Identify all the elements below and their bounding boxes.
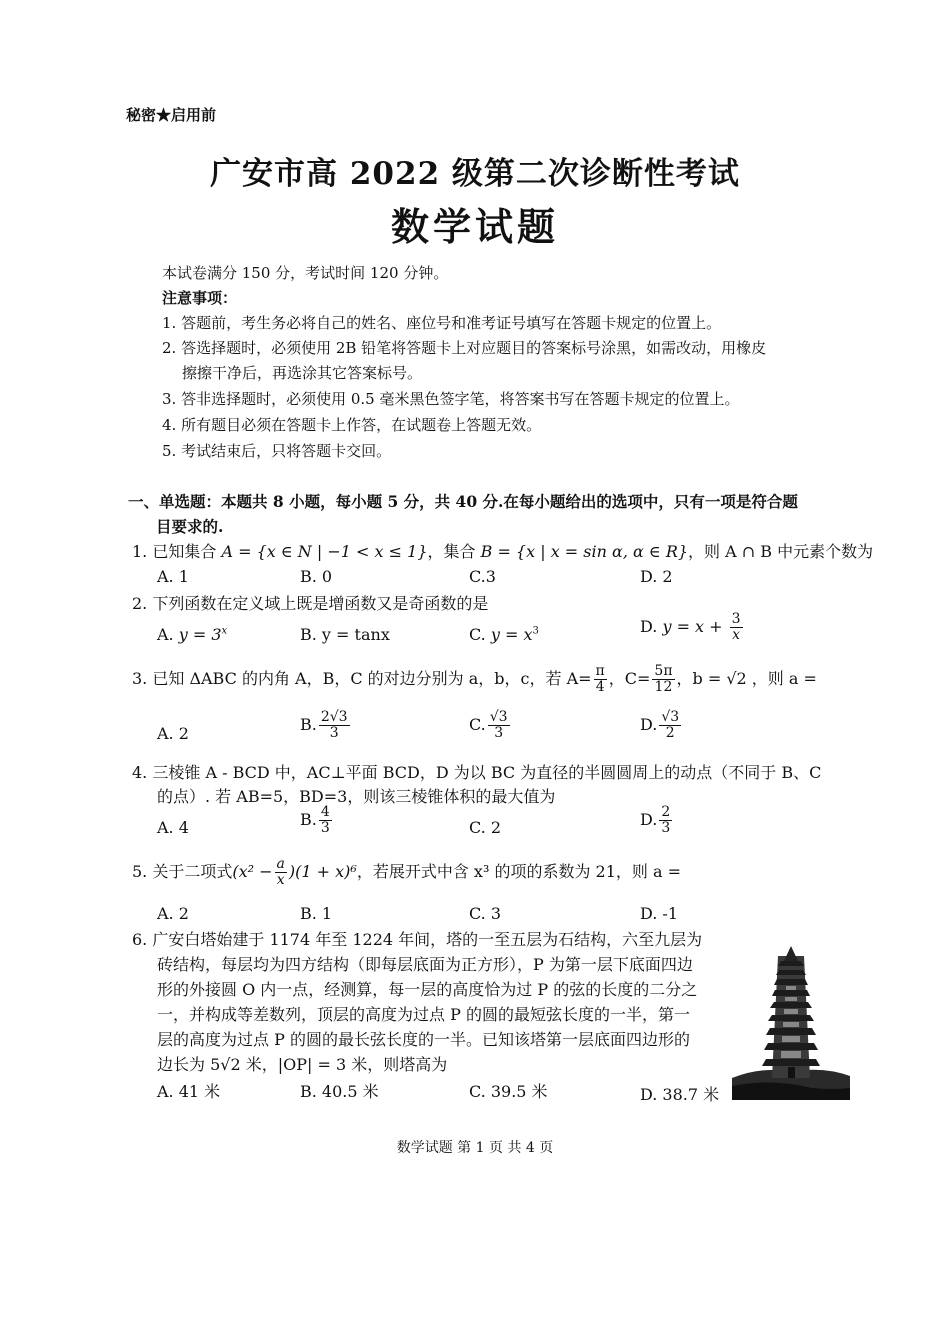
q5-option-c: C. 3 <box>469 904 502 923</box>
question-6-line-4: 一，并构成等差数列，顶层的高度为过点 P 的圆的最短弦长度的一半，第一 <box>157 1005 690 1024</box>
q5-option-b: B. 1 <box>300 904 333 923</box>
confidential-label: 秘密★启用前 <box>126 106 217 124</box>
note-2: 2. 答选择题时，必须使用 2B 铅笔将答题卡上对应题目的答案标号涂黑，如需改动，用橡皮 <box>162 339 767 357</box>
subject-title: 数学试题 <box>390 204 559 249</box>
q1-option-c: C.3 <box>469 567 496 586</box>
q2-option-d: D. y = x + $\frac{3}{x}$ <box>640 611 741 643</box>
exam-intro: 本试卷满分 150 分，考试时间 120 分钟。 <box>162 264 449 282</box>
pagoda-photo <box>732 938 850 1100</box>
note-4: 4. 所有题目必须在答题卡上作答，在试题卷上答题无效。 <box>162 416 542 434</box>
question-2: 2. 下列函数在定义域上既是增函数又是奇函数的是 <box>132 594 489 613</box>
q4-option-b: B. $\frac{4}{3}$ <box>300 804 330 836</box>
note-1: 1. 答题前，考生务必将自己的姓名、座位号和准考证号填写在答题卡规定的位置上。 <box>162 314 722 332</box>
q3-option-b: B. $\frac{2√3}{3}$ <box>300 709 348 741</box>
question-4: 4. 三棱锥 A - BCD 中，AC⊥平面 BCD，D 为以 BC 为直径的半圆圆周上的动点（不同于 B、C <box>132 763 822 782</box>
q6-option-d: D. 38.7 米 <box>640 1085 720 1104</box>
q2-d-fraction: $\frac{3}{x}$ <box>731 611 741 643</box>
page-footer: 数学试题 第 1 页 共 4 页 <box>396 1140 554 1156</box>
question-5: 5. 关于二项式(x² − $\frac{a}{x}$ )(1 + x)⁶，若展开式中含 x³ 的项的系数为 21，则 a = <box>132 856 682 888</box>
notes-title: 注意事项： <box>162 289 238 307</box>
question-6-line-2: 砖结构，每层均为四方结构（即每层底面为正方形），P 为第一层下底面四边 <box>157 955 693 974</box>
question-6-line-6: 边长为 5√2 米，|OP| = 3 米，则塔高为 <box>157 1055 448 1074</box>
section-heading: 一、单选题：本题共 8 小题，每小题 5 分，共 40 分.在每小题给出的选项中，只有一项是符合题 <box>128 492 798 511</box>
note-5: 5. 考试结束后，只将答题卡交回。 <box>162 442 392 460</box>
q1-option-b: B. 0 <box>300 567 333 586</box>
q6-option-a: A. 41 米 <box>157 1082 221 1101</box>
section-heading-cont: 目要求的. <box>156 517 224 536</box>
q3-option-a: A. 2 <box>157 724 189 743</box>
q4-option-c: C. 2 <box>469 818 502 837</box>
q4-option-d: D. $\frac{2}{3}$ <box>640 804 671 836</box>
question-6: 6. 广安白塔始建于 1174 年至 1224 年间，塔的一至五层为石结构，六至九层为 <box>132 930 703 949</box>
question-6-line-3: 形的外接圆 O 内一点，经测算，每一层的高度恰为过 P 的弦的长度的二分之 <box>157 980 698 999</box>
q1-option-d: D. 2 <box>640 567 673 586</box>
q2-option-c: C. $y = x^3$ <box>469 625 539 644</box>
q2-option-b: B. y = tanx <box>300 625 390 644</box>
q6-option-c: C. 39.5 米 <box>469 1082 548 1101</box>
note-2-cont: 擦擦干净后，再选涂其它答案标号。 <box>182 364 423 382</box>
q4-option-a: A. 4 <box>157 818 189 837</box>
q6-option-b: B. 40.5 米 <box>300 1082 379 1101</box>
exam-title: 广安市高 2022 级第二次诊断性考试 <box>210 156 740 192</box>
q5-option-a: A. 2 <box>157 904 189 923</box>
q1-option-a: A. 1 <box>157 567 189 586</box>
note-3: 3. 答非选择题时，必须使用 0.5 毫米黑色签字笔，将答案书写在答题卡规定的位置上。 <box>162 390 740 408</box>
question-1: 1. 已知集合 A = {x ∈ N | −1 < x ≤ 1}，集合 B = {x | x = sin α, α ∈ R}，则 A ∩ B 中元素个数为 <box>132 542 874 561</box>
question-4-cont: 的点）. 若 AB=5，BD=3，则该三棱锥体积的最大值为 <box>157 787 556 806</box>
q5-option-d: D. -1 <box>640 904 679 923</box>
q3-option-d: D. $\frac{√3}{2}$ <box>640 709 680 741</box>
question-6-line-5: 层的高度为过点 P 的圆的最长弦长度的一半。已知该塔第一层底面四边形的 <box>157 1030 690 1049</box>
q2-option-a: A. $y = 3^x$ <box>157 625 228 644</box>
q3-option-c: C. $\frac{√3}{3}$ <box>469 709 508 741</box>
question-3: 3. 已知 ΔABC 的内角 A，B，C 的对边分别为 a，b，c，若 A= $\frac{\pi}{4}$ ，C= $\frac{5\pi}{12}$ ，b = √2 ，则 a = <box>132 663 817 695</box>
